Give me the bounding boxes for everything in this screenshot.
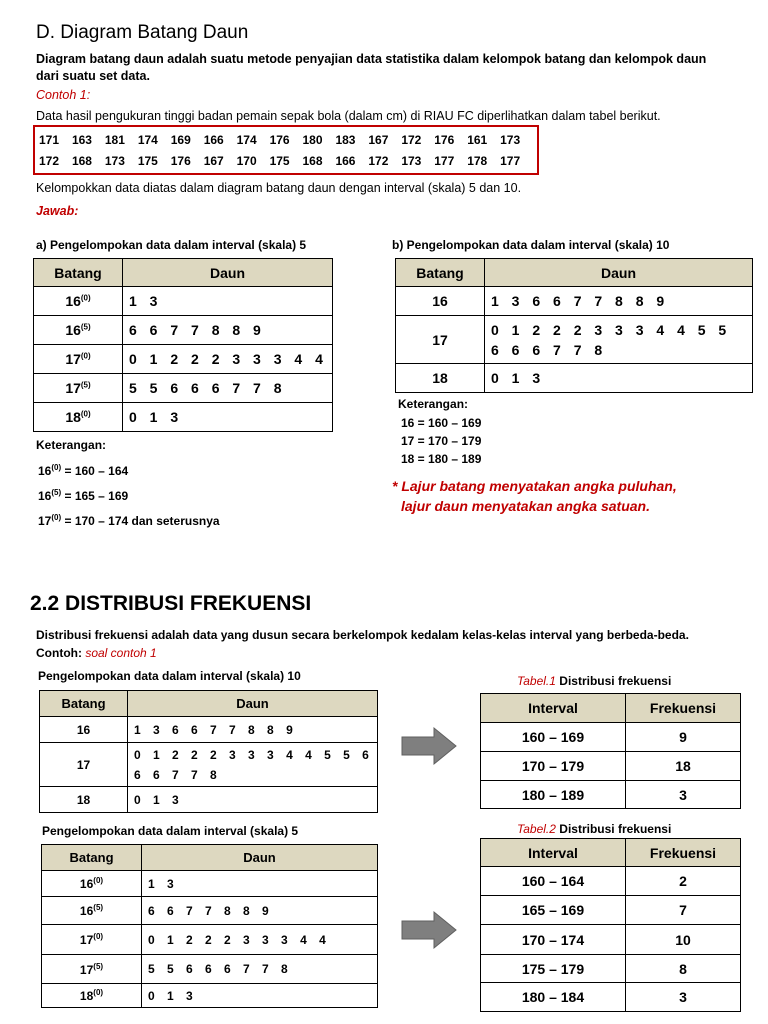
data-value: 183 [335, 133, 356, 147]
ket-b-item: 16 = 160 – 169 [401, 416, 482, 430]
header-interval: Interval [481, 839, 626, 867]
frequency-table-1 [480, 693, 741, 809]
frekuensi-cell: 3 [626, 983, 741, 1012]
data-box [33, 125, 539, 175]
interval-cell: 180 – 189 [481, 781, 626, 809]
stem-cell [40, 717, 128, 743]
stem-value: 17 [65, 351, 81, 367]
tabel2-label: Tabel.2 [517, 822, 556, 836]
data-value: 170 [236, 154, 257, 168]
tabel2-title: Distribusi frekuensi [555, 822, 672, 836]
table-row [396, 364, 753, 393]
header-frekuensi: Frekuensi [626, 839, 741, 867]
frekuensi-cell: 18 [626, 752, 741, 781]
data-value: 174 [137, 133, 158, 147]
stem-value: 16 [76, 722, 91, 737]
data-value: 176 [269, 133, 290, 147]
leaf-cell: 0 1 2 2 2 3 3 3 4 4 5 5 6 6 6 7 7 8 [485, 316, 753, 364]
stem-value: 17 [65, 380, 81, 396]
data-row-1 [39, 130, 533, 151]
ket-b-item: 17 = 170 – 179 [401, 434, 482, 448]
frekuensi-cell: 3 [626, 781, 741, 809]
table-row [481, 723, 741, 752]
frekuensi-cell: 7 [626, 896, 741, 925]
ket-stem: 17 [38, 514, 52, 528]
stem-leaf-table-scale5 [33, 258, 333, 432]
interval-cell: 180 – 184 [481, 983, 626, 1012]
tabel1-caption [517, 673, 671, 689]
stem-value: 18 [432, 370, 448, 386]
part-b-caption: b) Pengelompokan data dalam interval (skala) 10 [392, 238, 670, 252]
table-row [42, 984, 378, 1008]
stem-cell [40, 787, 128, 813]
stem-sup: (0) [80, 293, 91, 303]
caption-scale10: Pengelompokan data dalam interval (skala) 10 [38, 669, 301, 683]
table-row [40, 743, 378, 787]
data-value: 172 [401, 133, 422, 147]
table-row [34, 287, 333, 316]
frekuensi-cell: 9 [626, 723, 741, 752]
stem-value: 18 [76, 792, 91, 807]
stem-cell [34, 345, 123, 374]
data-value: 178 [467, 154, 488, 168]
stem-cell [396, 287, 485, 316]
table-row [34, 316, 333, 345]
data-value: 175 [269, 154, 290, 168]
header-batang: Batang [34, 259, 123, 287]
ket-b-list [401, 414, 481, 468]
task-text: Kelompokkan data diatas dalam diagram batang daun dengan interval (skala) 5 dan 10. [36, 181, 522, 195]
table-row [396, 316, 753, 364]
data-value: 174 [236, 133, 257, 147]
header-daun: Daun [128, 691, 378, 717]
data-value: 166 [203, 133, 224, 147]
ket-sup: (0) [51, 513, 62, 522]
table-row [42, 897, 378, 925]
data-value: 161 [467, 133, 488, 147]
table-row [481, 983, 741, 1012]
stem-value: 16 [65, 293, 81, 309]
ket-range: = 170 – 174 dan seterusnya [61, 514, 220, 528]
data-value: 167 [368, 133, 389, 147]
table-row [34, 403, 333, 432]
data-value: 163 [71, 133, 92, 147]
note-line-1: * Lajur batang menyatakan angka puluhan, [392, 478, 677, 494]
part-a-caption: a) Pengelompokan data dalam interval (skala) 5 [36, 238, 307, 252]
stem-cell [34, 316, 123, 345]
data-value: 173 [500, 133, 521, 147]
answer-label: Jawab: [36, 204, 79, 218]
ket-a-item [38, 457, 220, 482]
stem-value: 16 [432, 293, 448, 309]
header-frekuensi: Frekuensi [626, 694, 741, 723]
ket-range: = 160 – 164 [61, 464, 129, 478]
table-row [42, 925, 378, 955]
table-row [481, 752, 741, 781]
table-row [481, 925, 741, 955]
stem-sup: (5) [93, 903, 104, 912]
data-value: 175 [137, 154, 158, 168]
frekuensi-cell: 10 [626, 925, 741, 955]
table-row [40, 717, 378, 743]
stem-cell [34, 403, 123, 432]
frekuensi-cell: 2 [626, 867, 741, 896]
leaf-cell: 0 1 2 2 2 3 3 3 4 4 5 5 6 6 6 7 7 8 [128, 743, 378, 787]
stem-value: 17 [79, 962, 94, 977]
ket-a-label: Keterangan: [36, 438, 107, 452]
stem-sup: (0) [93, 932, 104, 941]
data-value: 181 [104, 133, 125, 147]
interval-cell: 175 – 179 [481, 955, 626, 983]
header-batang: Batang [40, 691, 128, 717]
ket-a-item [38, 482, 220, 507]
tabel1-label: Tabel.1 [517, 674, 556, 688]
stem-leaf-note [392, 476, 677, 516]
data-value: 171 [39, 133, 60, 147]
stem-cell [34, 287, 123, 316]
data-row-2 [39, 151, 533, 172]
table-row [42, 955, 378, 984]
table-row [40, 787, 378, 813]
example-label: Contoh 1: [36, 88, 91, 102]
data-value: 177 [434, 154, 455, 168]
stem-cell [34, 374, 123, 403]
table-row [42, 871, 378, 897]
leaf-cell: 0 1 3 [142, 984, 378, 1008]
interval-cell: 165 – 169 [481, 896, 626, 925]
stem-value: 18 [79, 989, 94, 1003]
table-row [481, 781, 741, 809]
header-interval: Interval [481, 694, 626, 723]
leaf-cell: 0 1 2 2 2 3 3 3 4 4 [142, 925, 378, 955]
stem-value: 17 [76, 757, 91, 772]
data-value: 169 [170, 133, 191, 147]
tabel2-caption [517, 821, 671, 837]
data-value: 168 [71, 154, 92, 168]
stem-cell [42, 925, 142, 955]
section-22-title: 2.2 DISTRIBUSI FREKUENSI [30, 592, 312, 615]
table-row [34, 345, 333, 374]
stem-sup: (0) [93, 988, 104, 997]
arrow-right-icon [400, 910, 460, 950]
contoh-label: Contoh: [36, 646, 82, 660]
frekuensi-cell: 8 [626, 955, 741, 983]
leaf-cell: 5 5 6 6 6 7 7 8 [123, 374, 333, 403]
stem-value: 17 [79, 933, 94, 947]
stem-leaf-table-2-scale10 [39, 690, 378, 813]
table-row [396, 287, 753, 316]
stem-value: 16 [65, 322, 81, 338]
stem-cell [396, 364, 485, 393]
ket-stem: 16 [38, 464, 52, 478]
leaf-cell: 0 1 3 [123, 403, 333, 432]
data-value: 173 [104, 154, 125, 168]
leaf-cell: 6 6 7 7 8 8 9 [123, 316, 333, 345]
stem-sup: (0) [80, 351, 91, 361]
stem-value: 17 [432, 331, 448, 348]
leaf-cell: 1 3 [123, 287, 333, 316]
stem-cell [42, 871, 142, 897]
leaf-cell: 1 3 [142, 871, 378, 897]
ket-stem: 16 [38, 489, 52, 503]
stem-cell [40, 743, 128, 787]
caption-scale5: Pengelompokan data dalam interval (skala) 5 [42, 824, 299, 838]
table-row [34, 374, 333, 403]
intro-text: Data hasil pengukuran tinggi badan pemain sepak bola (dalam cm) di RIAU FC diperlihatkan dalam tabel berikut. [36, 109, 661, 123]
contoh-line [36, 645, 157, 661]
header-daun: Daun [485, 259, 753, 287]
stem-cell [42, 955, 142, 984]
data-value: 176 [434, 133, 455, 147]
tabel1-title: Distribusi frekuensi [555, 674, 672, 688]
stem-sup: (5) [80, 322, 91, 332]
stem-leaf-table-scale10 [395, 258, 753, 393]
stem-value: 16 [79, 904, 94, 918]
table-row [481, 867, 741, 896]
leaf-cell: 0 1 3 [485, 364, 753, 393]
data-value: 172 [39, 154, 60, 168]
data-value: 176 [170, 154, 191, 168]
stem-sup: (0) [93, 876, 104, 885]
header-batang: Batang [396, 259, 485, 287]
data-value: 177 [500, 154, 521, 168]
section-d-title: D. Diagram Batang Daun [36, 22, 249, 43]
stem-sup: (0) [80, 409, 91, 419]
stem-sup: (5) [80, 380, 91, 390]
stem-cell [396, 316, 485, 364]
leaf-cell: 1 3 6 6 7 7 8 8 9 [485, 287, 753, 316]
ket-a-list [38, 457, 220, 532]
data-value: 173 [401, 154, 422, 168]
leaf-cell: 5 5 6 6 6 7 7 8 [142, 955, 378, 984]
header-batang: Batang [42, 845, 142, 871]
table-row [481, 896, 741, 925]
ket-sup: (5) [51, 488, 62, 497]
frequency-table-2 [480, 838, 741, 1012]
interval-cell: 170 – 174 [481, 925, 626, 955]
data-value: 172 [368, 154, 389, 168]
data-value: 180 [302, 133, 323, 147]
header-daun: Daun [142, 845, 378, 871]
leaf-cell: 0 1 2 2 2 3 3 3 4 4 [123, 345, 333, 374]
ket-b-label: Keterangan: [398, 397, 469, 411]
header-daun: Daun [123, 259, 333, 287]
interval-cell: 160 – 164 [481, 867, 626, 896]
stem-cell [42, 897, 142, 925]
arrow-right-icon [400, 726, 460, 766]
data-value: 168 [302, 154, 323, 168]
ket-sup: (0) [51, 463, 62, 472]
stem-sup: (5) [93, 961, 104, 971]
section-22-definition: Distribusi frekuensi adalah data yang dusun secara berkelompok kedalam kelas-kelas interval yang berbeda-beda. [36, 628, 689, 642]
ket-b-item: 18 = 180 – 189 [401, 452, 482, 466]
leaf-cell: 0 1 3 [128, 787, 378, 813]
ket-range: = 165 – 169 [61, 489, 129, 503]
definition-text: Diagram batang daun adalah suatu metode penyajian data statistika dalam kelompok batang dan kelompok daun dari suatu set data. [36, 52, 707, 83]
table-row [481, 955, 741, 983]
interval-cell: 170 – 179 [481, 752, 626, 781]
stem-cell [42, 984, 142, 1008]
stem-value: 16 [79, 877, 94, 891]
stem-value: 18 [65, 409, 81, 425]
note-line-2: lajur daun menyatakan angka satuan. [401, 498, 650, 514]
leaf-cell: 6 6 7 7 8 8 9 [142, 897, 378, 925]
stem-leaf-table-2-scale5 [41, 844, 378, 1008]
ket-a-item [38, 507, 220, 532]
data-value: 167 [203, 154, 224, 168]
data-value: 166 [335, 154, 356, 168]
interval-cell: 160 – 169 [481, 723, 626, 752]
contoh-ref: soal contoh 1 [85, 646, 157, 660]
leaf-cell: 1 3 6 6 7 7 8 8 9 [128, 717, 378, 743]
